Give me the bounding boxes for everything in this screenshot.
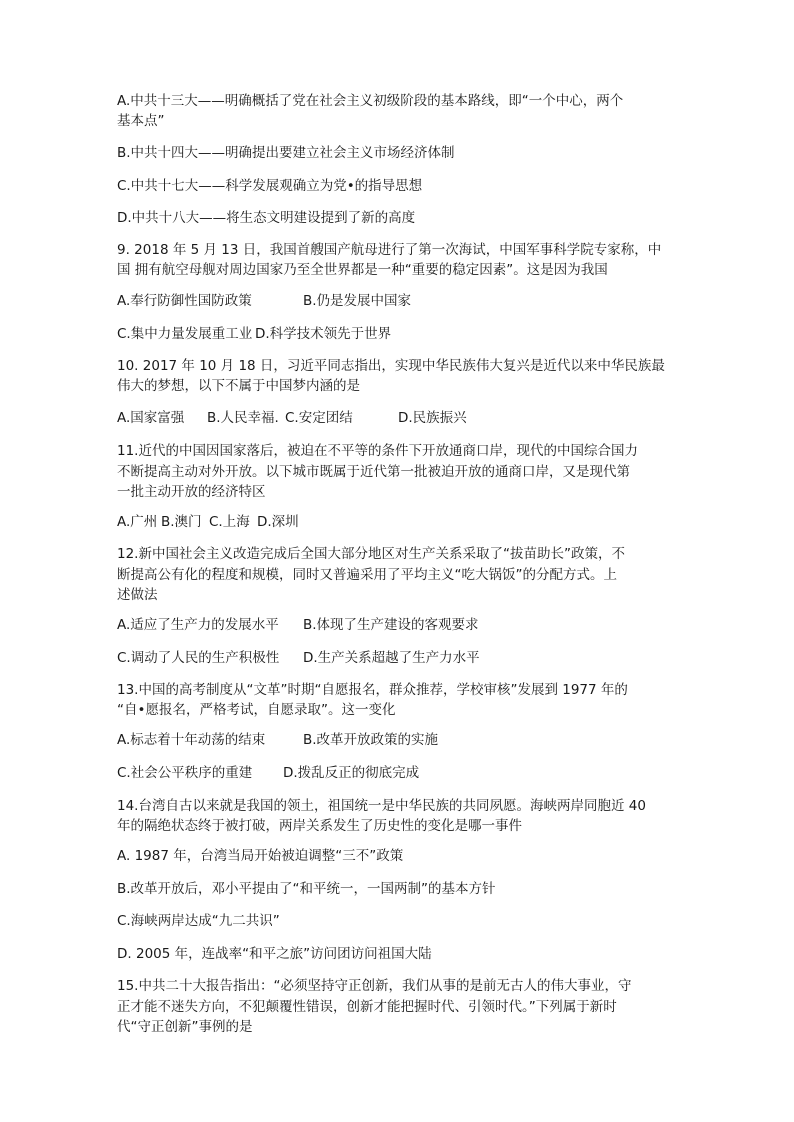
q12-stem-line2: 断提高公有化的程度和规模，同时又普遍采用了平均主义“吃大锅饭”的分配方式。上 [117, 567, 617, 583]
q11-stem-line1: 11.近代的中国因国家落后，被迫在不平等的条件下开放通商口岸，现代的中国综合国力 [117, 443, 638, 459]
q9-stem-line2: 国 拥有航空母舰对周边国家乃至全世界都是一种“重要的稳定因素”。这是因为我国 [117, 262, 608, 278]
prev-option-a-line2: 基本点” [117, 113, 165, 129]
q13-option-a: A.标志着十年动荡的结束 [117, 732, 266, 748]
q15-stem-line2: 正才能不迷失方向，不犯颠覆性错误，创新才能把握时代、引领时代。”下列属于新时 [117, 999, 617, 1015]
q14-option-d: D. 2005 年，连战率“和平之旅”访问团访问祖国大陆 [117, 946, 432, 962]
prev-option-d: D.中共十八大——将生态文明建设提到了新的高度 [117, 210, 416, 226]
q13-stem-line2: “自•愿报名，严格考试，自愿录取”。这一变化 [117, 702, 396, 718]
q13-option-d: D.拨乱反正的彻底完成 [283, 765, 420, 781]
q11-option-d: D.深圳 [257, 514, 299, 530]
q9-stem-line1: 9. 2018 年 5 月 13 日，我国首艘国产航母进行了第一次海试，中国军事科学院专家称，中 [117, 242, 662, 258]
q13-stem-line1: 13.中国的高考制度从“文革”时期“自愿报名，群众推荐，学校审核”发展到 1977 年的 [117, 682, 628, 698]
q10-option-a: A.国家富强 [117, 410, 185, 426]
q10-option-c: C.安定团结 [285, 410, 353, 426]
q12-option-c: C.调动了人民的生产积极性 [117, 650, 280, 666]
q10-option-b: B.人民幸福. [207, 410, 279, 426]
prev-option-c: C.中共十七大——科学发展观确立为党•的指导思想 [117, 178, 423, 194]
prev-option-b: B.中共十四大——明确提出要建立社会主义市场经济体制 [117, 145, 455, 161]
q10-option-d: D.民族振兴 [398, 410, 467, 426]
q9-option-b: B.仍是发展中国家 [303, 293, 412, 309]
q10-stem-line1: 10. 2017 年 10 月 18 日，习近平同志指出，实现中华民族伟大复兴是近代以来中华民族最 [117, 358, 665, 374]
q14-option-b: B.改革开放后，邓小平提由了“和平统一，一国两制”的基本方针 [117, 881, 496, 897]
q13-option-c: C.社会公平秩序的重建 [117, 765, 253, 781]
q12-option-a: A.适应了生产力的发展水平 [117, 617, 279, 633]
q14-option-c: C.海峡两岸达成“九二共识” [117, 913, 280, 929]
q12-stem-line1: 12.新中国社会主义改造完成后全国大部分地区对生产关系采取了“拔苗助长”政策，不 [117, 546, 625, 562]
q11-option-c: C.上海 [209, 514, 250, 530]
q12-stem-line3: 述做法 [117, 587, 158, 603]
q11-stem-line3: 一批主动开放的经济特区 [117, 484, 266, 500]
q14-option-a: A. 1987 年，台湾当局开始被迫调整“三不”政策 [117, 848, 404, 864]
q15-stem-line3: 代“守正创新”事例的是 [117, 1019, 253, 1035]
q12-option-d: D.生产关系超越了生产力水平 [303, 650, 480, 666]
q14-stem-line1: 14.台湾自古以来就是我国的领土，祖国统一是中华民族的共同夙愿。海峡两岸同胞近 40 [117, 798, 646, 814]
q11-option-a: A.广州 [117, 514, 158, 530]
q13-option-b: B.改革开放政策的实施 [303, 732, 439, 748]
q9-option-c: C.集中力量发展重工业 [117, 326, 253, 342]
q10-stem-line2: 伟大的梦想，以下不属于中国梦内涵的是 [117, 378, 360, 394]
q15-stem-line1: 15.中共二十大报告指出：“必须坚持守正创新，我们从事的是前无古人的伟大事业，守 [117, 978, 632, 994]
prev-option-a-line1: A.中共十三大——明确概括了党在社会主义初级阶段的基本路线，即“一个中心，两个 [117, 93, 624, 109]
q14-stem-line2: 年的隔绝状态终于被打破，两岸关系发生了历史性的变化是哪一事件 [117, 818, 522, 834]
q12-option-b: B.体现了生产建设的客观要求 [303, 617, 479, 633]
q9-option-d: D.科学技术领先于世界 [255, 326, 392, 342]
q11-stem-line2: 不断提高主动对外开放。以下城市既属于近代第一批被迫开放的通商口岸，又是现代第 [117, 464, 630, 480]
q9-option-a: A.奉行防御性国防政策 [117, 293, 252, 309]
q11-option-b: B.澳门 [161, 514, 202, 530]
